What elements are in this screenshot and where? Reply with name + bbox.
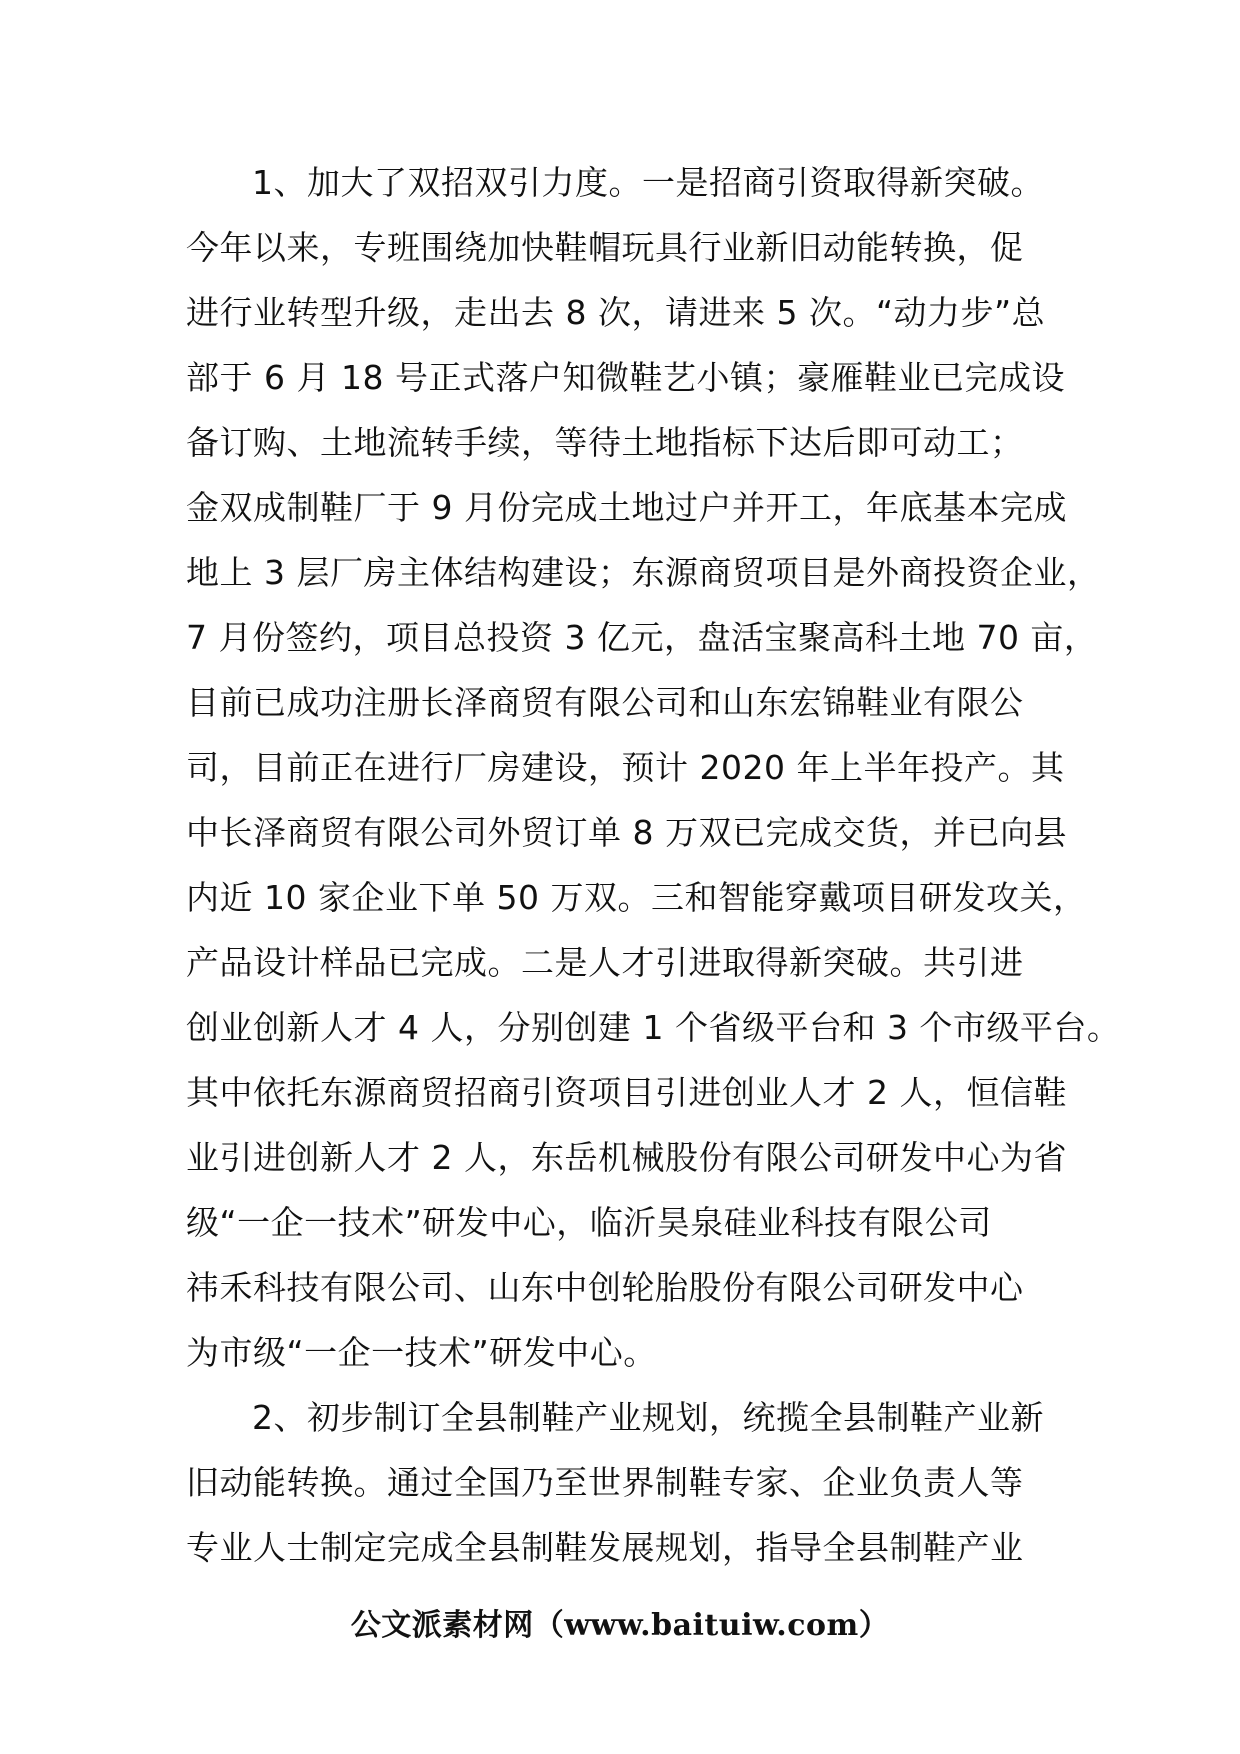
paragraph-line: 目前已成功注册长泽商贸有限公司和山东宏锦鞋业有限公 — [186, 683, 1024, 722]
paragraph-2 — [186, 1385, 1066, 1580]
paragraph-line: 创业创新人才 4 人，分别创建 1 个省级平台和 3 个市级平台。 — [186, 1008, 1121, 1047]
paragraph-line: 业引进创新人才 2 人，东岳机械股份有限公司研发中心为省 — [186, 1138, 1067, 1177]
paragraph-1 — [186, 150, 1121, 1385]
paragraph-line: 7 月份签约，项目总投资 3 亿元，盘活宝聚高科土地 70 亩， — [186, 618, 1098, 657]
paragraph-line: 中长泽商贸有限公司外贸订单 8 万双已完成交货，并已向县 — [186, 813, 1067, 852]
paragraph-line: 专业人士制定完成全县制鞋发展规划，指导全县制鞋产业 — [186, 1528, 1024, 1567]
paragraph-line: 为市级“一企一技术”研发中心。 — [186, 1333, 657, 1372]
paragraph-line: 其中依托东源商贸招商引资项目引进创业人才 2 人，恒信鞋 — [186, 1073, 1067, 1112]
paragraph-line: 祎禾科技有限公司、山东中创轮胎股份有限公司研发中心 — [186, 1268, 1024, 1307]
paragraph-line: 旧动能转换。通过全国乃至世界制鞋专家、企业负责人等 — [186, 1463, 1024, 1502]
paragraph-line: 1、加大了双招双引力度。一是招商引资取得新突破。 — [252, 163, 1044, 202]
source-footer: 公文派素材网（www.baituiw.com） — [350, 1608, 890, 1643]
paragraph-line: 进行业转型升级，走出去 8 次，请进来 5 次。“动力步”总 — [186, 293, 1046, 332]
paragraph-line: 级“一企一技术”研发中心，临沂昊泉硅业科技有限公司 — [186, 1203, 992, 1242]
paragraph-line: 备订购、土地流转手续，等待土地指标下达后即可动工； — [186, 423, 1024, 462]
paragraph-line: 部于 6 月 18 号正式落户知微鞋艺小镇；豪雁鞋业已完成设 — [186, 358, 1065, 397]
paragraph-line: 今年以来，专班围绕加快鞋帽玩具行业新旧动能转换，促 — [186, 228, 1024, 267]
paragraph-line: 产品设计样品已完成。二是人才引进取得新突破。共引进 — [186, 943, 1024, 982]
paragraph-line: 司，目前正在进行厂房建设，预计 2020 年上半年投产。其 — [186, 748, 1065, 787]
paragraph-line: 内近 10 家企业下单 50 万双。三和智能穿戴项目研发攻关， — [186, 878, 1087, 917]
paragraph-line: 2、初步制订全县制鞋产业规划，统揽全县制鞋产业新 — [252, 1398, 1044, 1437]
paragraph-line: 金双成制鞋厂于 9 月份完成土地过户并开工，年底基本完成 — [186, 488, 1067, 527]
paragraph-line: 地上 3 层厂房主体结构建设；东源商贸项目是外商投资企业， — [186, 553, 1101, 592]
